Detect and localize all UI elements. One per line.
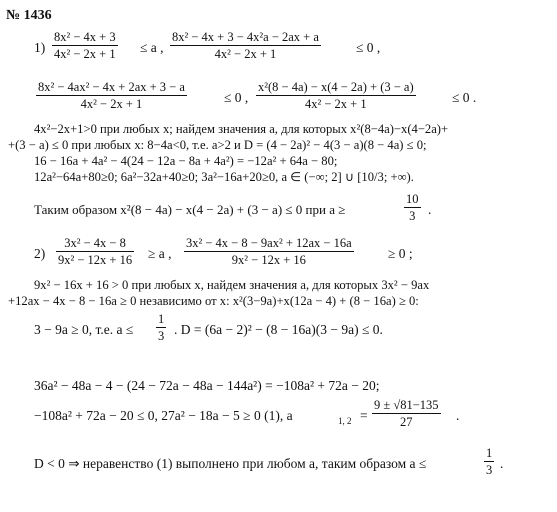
- part2-line-e-subscript: 1, 2: [338, 416, 352, 426]
- part2-line-e-fraction: [372, 398, 441, 429]
- part2-line-c: 3 − 9a ≥ 0, т.е. a ≤: [34, 322, 134, 337]
- fraction-numerator: 3x² − 4x − 8: [56, 236, 134, 252]
- part1-op-3: ≤ 0 ,: [224, 90, 249, 105]
- part1-line-a: 4x²−2x+1>0 при любых x; найдем значения a, для которых x²(8−4a)−x(4−2a)+: [34, 122, 449, 136]
- fraction-numerator: 1: [486, 446, 493, 460]
- part2-line-c-end: . D = (6a − 2)² − (8 − 16a)(3 − 9a) ≤ 0.: [174, 322, 383, 337]
- problem-number: № 1436: [6, 8, 52, 23]
- fraction-denominator: 9x² − 12x + 16: [231, 253, 306, 267]
- part2-line-e: −108a² + 72a − 20 ≤ 0, 27a² − 18a − 5 ≥ 0 (1), a: [34, 408, 293, 423]
- part2-line-b: +12ax − 4x − 8 − 16a ≥ 0 независимо от x: x²(3−9a)+x(12a − 4) + (8 − 16a) ≥ 0:: [8, 294, 419, 308]
- part1-fraction-2: [170, 30, 321, 61]
- fraction-denominator: 4x² − 2x + 1: [214, 47, 277, 61]
- part1-op-1: ≤ a ,: [140, 40, 164, 55]
- part1-op-2: ≤ 0 ,: [356, 40, 381, 55]
- fraction-denominator: 3: [409, 209, 416, 223]
- fraction-denominator: 4x² − 2x + 1: [305, 97, 367, 111]
- part2-op-1: ≥ a ,: [148, 246, 172, 261]
- fraction-denominator: 4x² − 2x + 1: [80, 97, 143, 111]
- part1-line-d: 12a²−64a+80≥0; 6a²−32a+40≥0; 3a²−16a+20≥0, a ∈ (−∞; 2] ∪ [10/3; +∞).: [34, 170, 414, 184]
- fraction-denominator: 3: [158, 329, 165, 343]
- part1-label: 1): [34, 40, 46, 55]
- part2-line-f-fraction: [484, 446, 494, 477]
- fraction-numerator: x²(8 − 4a) − x(4 − 2a) + (3 − a): [258, 80, 414, 94]
- fraction-denominator: 4x² − 2x + 1: [54, 47, 116, 61]
- part1-fraction-1: [52, 30, 118, 61]
- part1-conclusion-end: .: [428, 202, 432, 217]
- fraction-numerator: 3x² − 4x − 8 − 9ax² + 12ax − 16a: [186, 236, 352, 250]
- part1-fraction-4: [256, 80, 416, 111]
- fraction-numerator: 1: [158, 312, 165, 326]
- part2-line-a: 9x² − 16x + 16 > 0 при любых x, найдем значения a, для которых 3x² − 9ax: [34, 278, 430, 292]
- fraction-numerator: 8x² − 4x + 3: [54, 30, 116, 44]
- part1-fraction-3: [36, 80, 187, 111]
- part2-line-f: D < 0 ⇒ неравенство (1) выполнено при любом a, таким образом a ≤: [34, 456, 427, 471]
- fraction-numerator: 9 ± √81−135: [374, 398, 439, 412]
- fraction-numerator: 10: [406, 192, 419, 206]
- fraction-numerator: 8x² − 4ax² − 4x + 2ax + 3 − a: [38, 80, 185, 94]
- part1-line-b: +(3 − a) ≤ 0 при любых x: 8−4a<0, т.е. a>2 и D = (4 − 2a)² − 4(3 − a)(8 − 4a) ≤ 0;: [8, 138, 427, 152]
- fraction-numerator: 8x² − 4x + 3 − 4x²a − 2ax + a: [172, 30, 319, 44]
- fraction-denominator: 9x² − 12x + 16: [58, 253, 133, 267]
- part2-line-c-fraction: [156, 312, 166, 343]
- part2-line-e-equals: =: [360, 408, 368, 423]
- fraction-denominator: 27: [400, 415, 413, 429]
- part2-fraction-1: [56, 236, 134, 267]
- fraction-denominator: 3: [486, 463, 493, 477]
- part2-line-e-end: .: [456, 408, 460, 423]
- part1-conclusion: Таким образом x²(8 − 4a) − x(4 − 2a) + (3 − a) ≤ 0 при a ≥: [34, 202, 346, 217]
- part2-op-2: ≥ 0 ;: [388, 246, 413, 261]
- part2-line-f-end: .: [500, 456, 504, 471]
- part1-op-4: ≤ 0 .: [452, 90, 477, 105]
- part2-label: 2): [34, 246, 46, 261]
- part1-conclusion-fraction: [404, 192, 421, 223]
- part2-line-d: 36a² − 48a − 4 − (24 − 72a − 48a − 144a²) = −108a² + 72a − 20;: [34, 378, 380, 393]
- part2-fraction-2: [184, 236, 354, 267]
- part1-line-c: 16 − 16a + 4a² − 4(24 − 12a − 8a + 4a²) = −12a² + 64a − 80;: [34, 154, 338, 168]
